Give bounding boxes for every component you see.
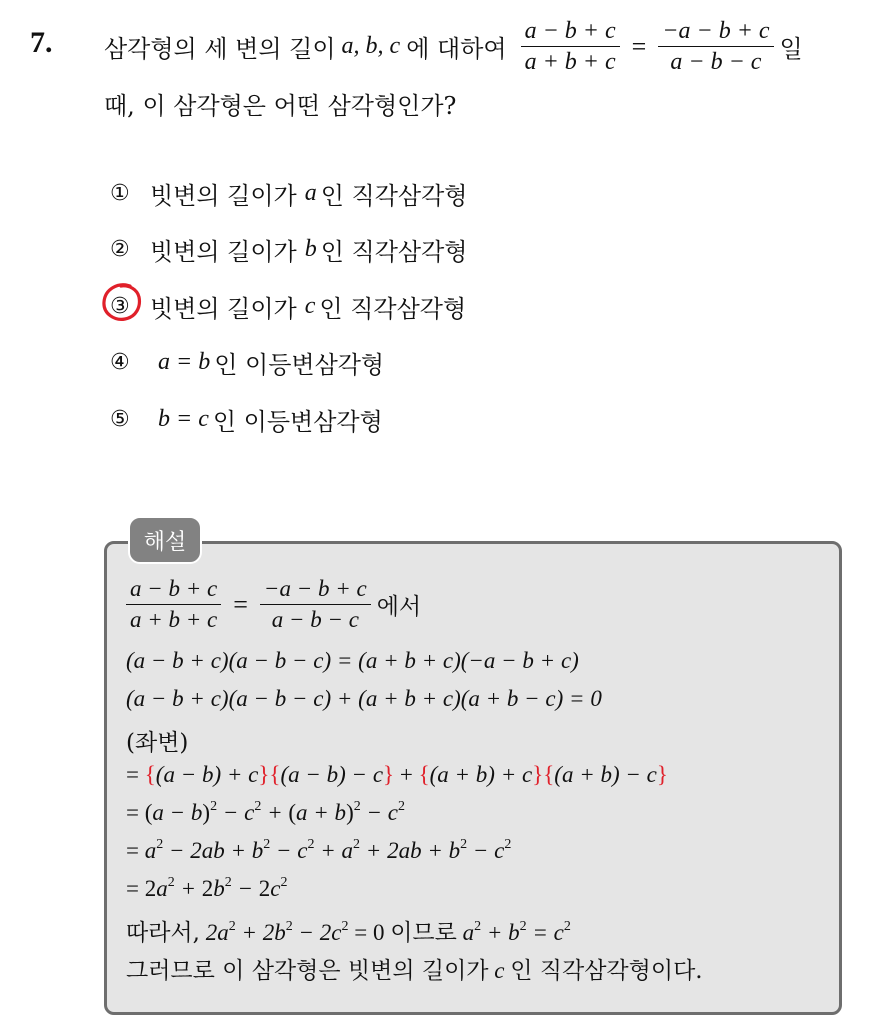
choice-text: 인 이등변삼각형 [214, 351, 385, 379]
solution-line-1-suffix: 에서 [376, 594, 422, 620]
line5-lead: = [126, 762, 145, 787]
line5-brace: } [532, 762, 544, 787]
solution-line-9: 따라서, $2a^2 + 2b^2 - 2c^2 = 0$ 이므로 $a^2 + b^2 = c^2$ [126, 919, 571, 946]
solution-lhs-denominator: a + b + c [130, 607, 218, 632]
lhs-numerator: a − b + c [521, 16, 620, 47]
answer-choice-4[interactable] [110, 345, 384, 380]
question-text-suffix: 일 [779, 35, 803, 63]
question-text-prefix: 삼각형의 세 변의 길이 [104, 35, 336, 63]
solution-line-5 [126, 762, 668, 788]
answer-choice-2[interactable] [110, 232, 467, 267]
line5-brace: { [418, 762, 430, 787]
line5-brace: { [144, 762, 156, 787]
solution-tag: 해설 [128, 516, 202, 564]
line9-prefix: 따라서, [126, 920, 200, 946]
choice-text: 빗변의 길이가 [150, 238, 297, 266]
choice-text: 빗변의 길이가 [150, 182, 297, 210]
solution-line-4 [126, 724, 188, 757]
line5-brace: } [656, 762, 668, 787]
question-line-2 [104, 86, 456, 121]
choice-number-icon: ③ [110, 294, 130, 319]
line5-term: (a + b) − c [554, 762, 657, 787]
question-rhs-fraction [658, 16, 773, 77]
solution-line-6: = $(a - b)^2 - c^2 + (a + b)^2 - c^2$ [126, 799, 405, 825]
answer-choice-5[interactable] [110, 402, 383, 437]
line5-brace: } [258, 762, 270, 787]
choice-text: 인 직각삼각형 [320, 238, 468, 266]
choice-text: 인 직각삼각형 [319, 295, 467, 323]
line5-brace: { [269, 762, 281, 787]
answer-choice-1[interactable] [110, 176, 467, 211]
choice-math: b = c [158, 406, 209, 432]
choice-text: 빗변의 길이가 [150, 295, 297, 323]
choice-number-icon: ⑤ [110, 407, 130, 432]
question-number: 7. [30, 26, 53, 59]
solution-line-3: (a − b + c)(a − b − c) + (a + b + c)(a + b − c) = 0 [126, 686, 602, 711]
question-line-2-text: 때, 이 삼각형은 어떤 삼각형인가? [104, 92, 457, 120]
line5-term: (a − b) − c [280, 762, 384, 787]
rhs-denominator: a − b − c [670, 49, 762, 75]
solution-line-2: (a − b + c)(a − b − c) = (a + b + c)(−a − b + c) [126, 648, 579, 673]
line10-post: 인 직각삼각형이다. [510, 958, 703, 984]
choice-math: c [304, 293, 316, 319]
solution-line-10 [126, 952, 703, 985]
rhs-numerator: −a − b + c [658, 16, 773, 47]
equals-sign: = [631, 31, 647, 61]
answer-choice-3[interactable] [110, 289, 466, 324]
solution-line-4-text: (좌변) [126, 730, 189, 756]
solution-equals: = [233, 589, 248, 619]
question-line-1 [104, 16, 803, 77]
solution-line-1 [126, 574, 421, 635]
solution-line-8: = $2a^2 + 2b^2 - 2c^2$ [126, 875, 288, 901]
solution-lhs-numerator: a − b + c [126, 574, 221, 605]
question-lhs-fraction [521, 16, 620, 77]
line5-term: (a + b) + c [429, 762, 533, 787]
choice-text: 인 이등변삼각형 [212, 408, 383, 436]
solution-lhs-fraction [126, 574, 221, 635]
choice-number-icon: ② [110, 237, 130, 262]
line5-plus: + [394, 762, 419, 787]
line5-brace: { [543, 762, 555, 787]
line10-var: c [494, 958, 505, 983]
question-vars: a, b, c [341, 33, 401, 59]
line5-term: (a − b) + c [155, 762, 259, 787]
line9-mid: 이므로 [390, 920, 457, 946]
line5-brace: } [383, 762, 395, 787]
choice-math: a = b [158, 349, 211, 375]
question-text-mid: 에 대하여 [406, 35, 507, 63]
choice-number-icon: ① [110, 181, 130, 206]
solution-rhs-numerator: −a − b + c [260, 574, 371, 605]
choice-math: b [304, 236, 317, 262]
choice-math: a [304, 180, 317, 206]
line10-pre: 그러므로 이 삼각형은 빗변의 길이가 [126, 958, 489, 984]
solution-rhs-fraction [260, 574, 371, 635]
choice-number-icon: ④ [110, 350, 130, 375]
solution-line-7: = $a^2 - 2ab + b^2 - c^2 + a^2 + 2ab + b^2 - c^2$ [126, 837, 512, 863]
solution-rhs-denominator: a − b − c [271, 607, 359, 632]
choice-text: 인 직각삼각형 [320, 182, 468, 210]
lhs-denominator: a + b + c [524, 49, 616, 75]
